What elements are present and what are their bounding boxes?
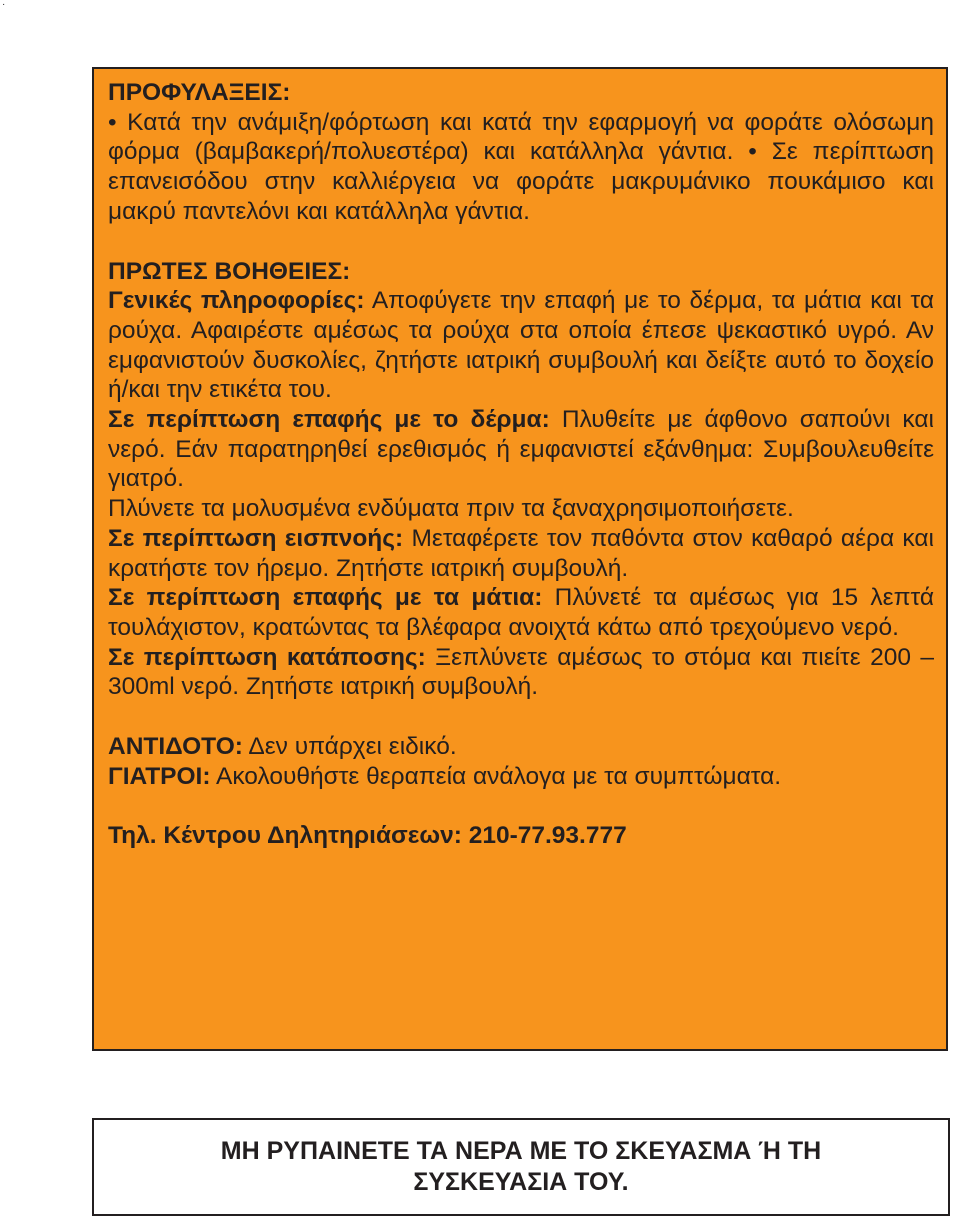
water-pollution-notice [92,1118,950,1216]
doctors-label: ΓΙΑΤΡΟΙ: [108,762,211,790]
skin-contact-text: Πλυθείτε με άφθονο σαπούνι και νερό. Εάν παρατηρηθεί ερεθισμός ή εμφανιστεί εξάνθημα: Συμβουλευθείτε γιατρό. [108,406,934,493]
notice-text: ΜΗ ΡΥΠΑΙΝΕΤΕ ΤΑ ΝΕΡΑ ΜΕ ΤΟ ΣΚΕΥΑΣΜΑ Ή ΤΗ ΣΥΣΚΕΥΑΣΙΑ ΤΟΥ. [220,1137,822,1196]
ingestion-text: Ξεπλύνετε αμέσως το στόμα και πιείτε 200 – 300ml νερό. Ζητήστε ιατρική συμβουλή. [108,643,934,701]
first-aid-ingestion [108,643,934,702]
skin-contact-label: Σε περίπτωση επαφής με το δέρμα: [108,406,550,434]
first-aid-heading: ΠΡΩΤΕΣ ΒΟΗΘΕΙΕΣ: [108,257,351,285]
eye-contact-label: Σε περίπτωση επαφής με τα μάτια: [108,584,543,612]
precautions-heading: ΠΡΟΦΥΛΑΞΕΙΣ: [108,79,291,106]
precautions-text: • Κατά την ανάμιξη/φόρτωση και κατά την εφαρμογή να φοράτε ολόσωμη φόρμα (βαμβακερή/πολυεστέρα) και κατάλληλα γάντια. • Σε περίπτωση επανεισόδου στην καλλιέργεια να φοράτε μακρυμάνικο πουκάμισο και μακρύ παντελόνι και κατάλληλα γάντια. [108,108,934,225]
general-info-text: Αποφύγετε την επαφή με το δέρμα, τα μάτια και τα ρούχα. Αφαιρέστε αμέσως τα ρούχα στα οποία έπεσε ψεκαστικό υγρό. Αν εμφανιστούν δυσκολίες, ζητήστε ιατρική συμβουλή και δείξτε αυτό το δοχείο ή/και την ετικέτα του. [108,287,934,404]
ingestion-label: Σε περίπτωση κατάποσης: [108,643,426,671]
first-aid-skin [108,405,934,494]
inhalation-text: Μεταφέρετε τον παθόντα στον καθαρό αέρα και κρατήστε τον ήρεμο. Ζητήστε ιατρική συμβουλή. [108,524,934,582]
first-aid-section [108,257,934,703]
inhalation-label: Σε περίπτωση εισπνοής: [108,524,404,552]
antidote-line [108,732,934,762]
section-gap [108,227,934,257]
safety-info-panel [92,67,948,1051]
doctors-line [108,762,934,792]
general-info-label: Γενικές πληροφορίες: [108,287,365,315]
antidote-label: ΑΝΤΙΔΟΤΟ: [108,733,243,761]
clothes-wash-text: Πλύνετε τα μολυσμένα ενδύματα πριν τα ξαναχρησιμοποιήσετε. [108,495,794,523]
first-aid-general [108,286,934,405]
first-aid-clothes [108,494,934,524]
corner-mark: · [2,0,6,10]
doctors-text: Ακολουθήστε θεραπεία ανάλογα με τα συμπτώματα. [210,762,782,790]
antidote-text: Δεν υπάρχει ειδικό. [242,733,457,761]
first-aid-inhalation [108,524,934,583]
eye-contact-text: Πλύνετέ τα αμέσως για 15 λεπτά τουλάχιστον, κρατώντας τα βλέφαρα ανοιχτά κάτω από τρεχούμενο νερό. [108,584,934,641]
poison-center-phone: Τηλ. Κέντρου Δηλητηριάσεων: 210-77.93.777 [108,822,627,850]
precautions-section [108,78,934,227]
section-gap [108,791,934,821]
first-aid-eyes [108,583,934,642]
section-gap [108,702,934,732]
